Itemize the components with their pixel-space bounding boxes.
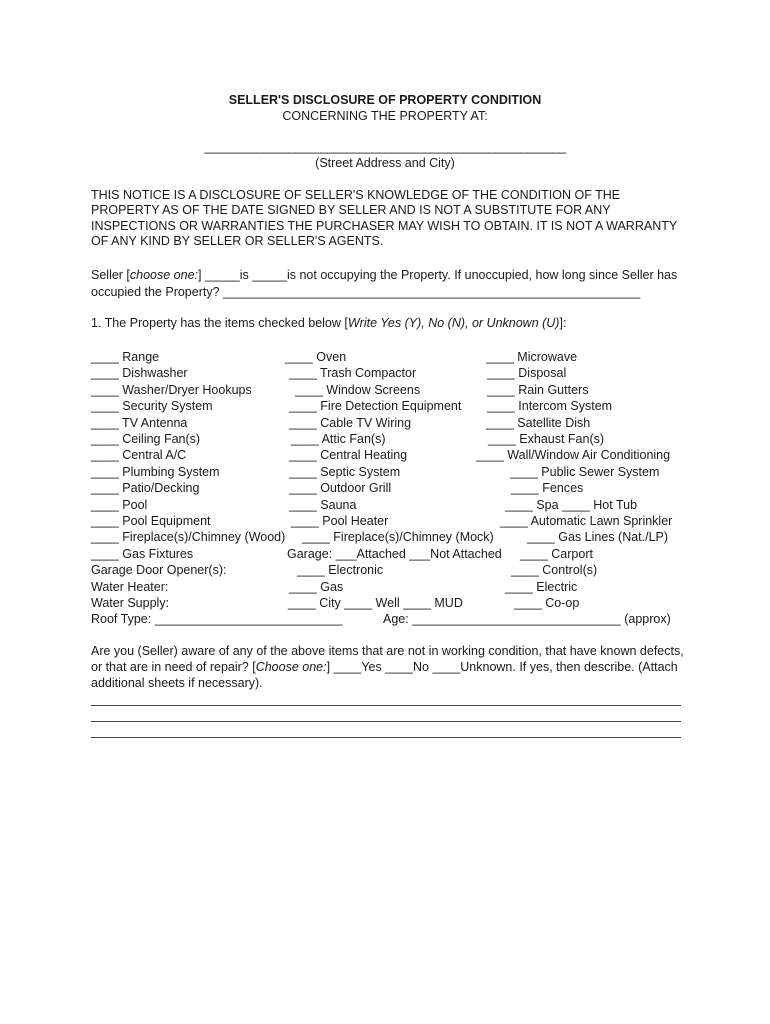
describe-line-2[interactable] bbox=[91, 721, 681, 722]
checklist-item[interactable]: ____ Satellite Dish bbox=[486, 415, 591, 430]
checklist-row bbox=[0, 612, 770, 628]
repair-text2[interactable]: ] ____Yes ____No ____Unknown. If yes, then describe. (Attach additional sheets if necessary). bbox=[91, 660, 678, 690]
checklist-item[interactable]: ____ Pool Equipment bbox=[91, 514, 211, 528]
checklist-row bbox=[0, 530, 770, 546]
checklist-item[interactable]: ____ Security System bbox=[91, 399, 213, 414]
disclosure-notice: THIS NOTICE IS A DISCLOSURE OF SELLER'S KNOWLEDGE OF THE CONDITION OF THE PROPERTY AS OF THE DATE SIGNED BY SELLER AND IS NOT A SUBSTITUTE FOR ANY INSPECTIONS OR WARRANTIES THE PURCHASER MAY WISH TO OBTAIN. IT IS NOT A WARRANTY OF ANY KIND BY SELLER OR SELLER'S AGENTS. bbox=[91, 188, 677, 249]
checklist-row bbox=[0, 580, 770, 596]
checklist-item[interactable]: ____ Fire Detection Equipment bbox=[289, 399, 462, 414]
checklist-item[interactable]: ____ Pool Heater bbox=[291, 514, 389, 528]
items-intro-prefix: 1. The Property has the items checked below [ bbox=[91, 316, 348, 330]
items-intro-instruction: Write Yes (Y), No (N), or Unknown (U) bbox=[347, 316, 560, 330]
checklist-item[interactable]: ____ Septic System bbox=[289, 464, 401, 479]
checklist-item[interactable]: Age: ______________________________ (approx) bbox=[383, 612, 671, 627]
checklist-item[interactable]: ____ Oven bbox=[285, 350, 347, 364]
items-intro bbox=[91, 316, 711, 330]
checklist-row bbox=[0, 596, 770, 612]
checklist-item[interactable]: ____ Fireplace(s)/Chimney (Mock) bbox=[302, 530, 494, 545]
checklist-item[interactable]: ____ Central A/C bbox=[91, 448, 187, 463]
checklist-item[interactable]: ____ City ____ Well ____ MUD bbox=[288, 596, 463, 610]
checklist-row bbox=[0, 432, 770, 448]
checklist-item[interactable]: ____ Control(s) bbox=[511, 563, 598, 578]
checklist-item[interactable]: Garage: ___Attached ___Not Attached bbox=[287, 546, 502, 561]
checklist-item[interactable]: ____ Gas Lines (Nat./LP) bbox=[527, 530, 669, 545]
checklist-item[interactable]: ____ Attic Fan(s) bbox=[291, 432, 386, 446]
checklist-item[interactable]: ____ Plumbing System bbox=[91, 464, 220, 479]
checklist-row bbox=[0, 399, 770, 415]
checklist-item[interactable]: ____ Fireplace(s)/Chimney (Wood) bbox=[91, 530, 286, 545]
checklist-item[interactable]: ____ Ceiling Fan(s) bbox=[91, 432, 201, 446]
checklist-item[interactable]: ____ Rain Gutters bbox=[487, 382, 589, 397]
checklist-item[interactable]: ____ Sauna bbox=[289, 497, 357, 512]
checklist-item[interactable]: ____ Central Heating bbox=[289, 448, 408, 463]
checklist-item[interactable]: ____ Exhaust Fan(s) bbox=[488, 432, 605, 446]
checklist-item[interactable]: ____ Outdoor Grill bbox=[289, 481, 392, 496]
checklist-item[interactable]: ____ Microwave bbox=[486, 350, 578, 364]
occupancy-choose: choose one: bbox=[129, 268, 199, 282]
checklist-item[interactable]: ____ Range bbox=[91, 350, 160, 364]
checklist-item[interactable]: Water Heater: bbox=[91, 579, 169, 594]
checklist-item[interactable]: Garage Door Opener(s): bbox=[91, 563, 227, 578]
checklist-item[interactable]: ____ Carport bbox=[520, 546, 593, 561]
checklist-row bbox=[0, 383, 770, 399]
items-intro-suffix: ]: bbox=[559, 316, 567, 330]
address-caption: (Street Address and City) bbox=[315, 156, 455, 170]
checklist-row bbox=[0, 448, 770, 464]
checklist-item[interactable]: ____ Fences bbox=[511, 481, 584, 496]
checklist-item[interactable]: ____ Cable TV Wiring bbox=[289, 415, 412, 430]
document-subtitle: CONCERNING THE PROPERTY AT: bbox=[282, 109, 488, 123]
checklist-row bbox=[0, 465, 770, 481]
checklist-row bbox=[0, 366, 770, 382]
checklist-row bbox=[0, 350, 770, 366]
checklist-row bbox=[0, 547, 770, 563]
checklist-item[interactable]: Roof Type: ___________________________ bbox=[91, 612, 343, 627]
describe-line-1[interactable] bbox=[91, 705, 681, 706]
checklist-row bbox=[0, 514, 770, 530]
repair-question bbox=[91, 643, 691, 691]
checklist-item[interactable]: ____ Electric bbox=[505, 579, 578, 594]
checklist-item[interactable]: ____ Washer/Dryer Hookups bbox=[91, 382, 252, 397]
checklist-item[interactable]: ____ Trash Compactor bbox=[289, 366, 417, 381]
checklist-item[interactable]: ____ Public Sewer System bbox=[510, 464, 660, 479]
describe-line-3[interactable] bbox=[91, 737, 681, 738]
checklist-item[interactable]: ____ Electronic bbox=[297, 563, 384, 578]
occupancy-rest[interactable]: ] _____is _____is not occupying the Property. If unoccupied, how long since Seller has occupied the Property? ____________________________________________________________ bbox=[91, 268, 678, 299]
checklist-row bbox=[0, 481, 770, 497]
repair-text1: Are you (Seller) aware of any of the above items that are not in working condition, that have known defects, or that are in need of repair? [ bbox=[91, 644, 684, 674]
checklist-row bbox=[0, 498, 770, 514]
checklist-item[interactable]: Water Supply: bbox=[91, 596, 170, 610]
checklist-item[interactable]: ____ Spa ____ Hot Tub bbox=[505, 497, 638, 512]
checklist-item[interactable]: ____ Co-op bbox=[514, 596, 580, 610]
checklist-item[interactable]: ____ Gas bbox=[289, 579, 344, 594]
checklist-item[interactable]: ____ Automatic Lawn Sprinkler bbox=[500, 514, 673, 528]
checklist-row bbox=[0, 416, 770, 432]
checklist-item[interactable]: ____ Dishwasher bbox=[91, 366, 188, 381]
address-blank[interactable]: ________________________________________________________ bbox=[204, 140, 566, 154]
checklist-row bbox=[0, 563, 770, 579]
checklist-item[interactable]: ____ Intercom System bbox=[487, 399, 613, 414]
checklist-item[interactable]: ____ Patio/Decking bbox=[91, 481, 200, 496]
checklist-item[interactable]: ____ Wall/Window Air Conditioning bbox=[476, 448, 671, 463]
document-title: SELLER'S DISCLOSURE OF PROPERTY CONDITION bbox=[228, 93, 542, 107]
repair-choose: Choose one: bbox=[255, 660, 327, 674]
checklist-item[interactable]: ____ Gas Fixtures bbox=[91, 546, 194, 561]
occupancy-question bbox=[91, 267, 711, 300]
checklist-item[interactable]: ____ Pool bbox=[91, 497, 148, 512]
checklist-item[interactable]: ____ TV Antenna bbox=[91, 415, 188, 430]
occupancy-prefix: Seller [ bbox=[91, 268, 130, 282]
checklist-item[interactable]: ____ Disposal bbox=[487, 366, 567, 381]
checklist-item[interactable]: ____ Window Screens bbox=[295, 382, 421, 397]
